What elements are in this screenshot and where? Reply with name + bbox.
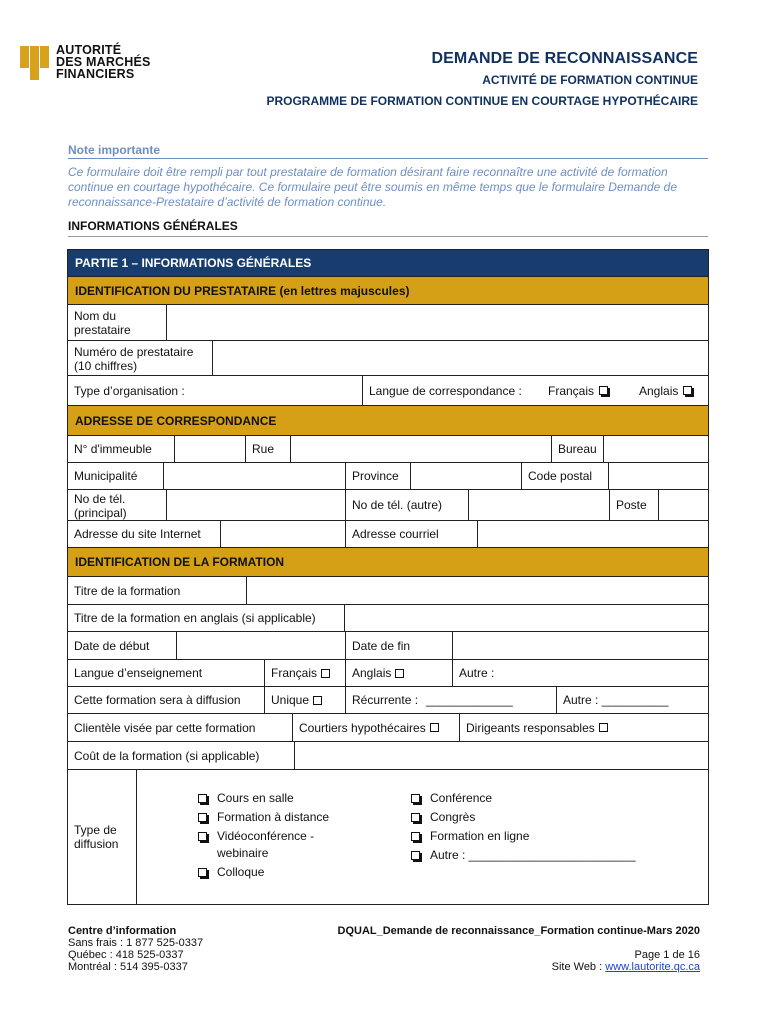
postal-code-label: Code postal — [528, 469, 593, 483]
footer-quebec: Québec : 418 525-0337 — [68, 949, 184, 961]
note-text: Ce formulaire doit être rempli par tout prestataire de formation désirant faire reconnaître une activité de formation continue en courtage hypothécaire. Ce formulaire peut être soumis en même temps que le formulaire Demande de reconnaissance-Prestataire d’activité de formation continue. — [68, 165, 677, 209]
frequency-other-option[interactable]: Autre : __________ — [563, 693, 669, 707]
checkbox-icon[interactable] — [198, 868, 207, 877]
teaching-french-option[interactable]: Français — [265, 660, 345, 686]
checkbox-icon[interactable] — [411, 813, 420, 822]
start-date-label: Date de début — [74, 638, 150, 653]
part1-header: PARTIE 1 – INFORMATIONS GÉNÉRALES — [67, 249, 709, 277]
cost-row — [67, 742, 709, 770]
logo-text: AUTORITÉ DES MARCHÉS FINANCIERS — [56, 43, 151, 81]
footer-page-number: Page 1 de 16 — [634, 949, 700, 961]
note-title: Note importante — [68, 143, 161, 157]
delivery-option-online[interactable]: Formation en ligne — [411, 826, 701, 845]
cost-field[interactable] — [295, 742, 708, 769]
delivery-option-distance[interactable]: Formation à distance — [198, 807, 368, 826]
frequency-unique-option[interactable]: Unique — [265, 687, 345, 713]
training-title-english-row — [67, 605, 709, 632]
checkbox-icon[interactable] — [313, 696, 322, 705]
footer-contact — [68, 925, 203, 973]
extension-field[interactable] — [659, 490, 708, 520]
city-label: Municipalité — [74, 469, 138, 483]
delivery-option-colloquium[interactable]: Colloque — [198, 862, 368, 881]
delivery-option-classroom[interactable]: Cours en salle — [198, 788, 368, 807]
form-subtitle: ACTIVITÉ DE FORMATION CONTINUE — [482, 73, 698, 87]
address-city-row — [67, 463, 709, 490]
training-title-label: Titre de la formation — [74, 583, 181, 598]
training-title-row — [67, 577, 709, 605]
footer-website: Site Web : www.lautorite.qc.ca — [551, 961, 700, 973]
checkbox-icon[interactable] — [683, 386, 692, 395]
delivery-option-webinar[interactable]: Vidéoconférence - webinaire — [198, 826, 368, 862]
note-divider — [68, 158, 708, 159]
suite-field[interactable] — [604, 436, 708, 462]
training-title-field[interactable] — [247, 577, 708, 604]
checkbox-icon[interactable] — [411, 851, 420, 860]
postal-code-field[interactable] — [609, 463, 708, 489]
web-email-row — [67, 521, 709, 548]
target-audience-row — [67, 714, 709, 742]
teaching-other-option[interactable]: Autre : — [459, 666, 495, 680]
delivery-type-row — [67, 770, 709, 905]
teaching-language-row — [67, 660, 709, 687]
provider-identification-header: IDENTIFICATION DU PRESTATAIRE (en lettres majuscules) — [67, 277, 709, 305]
delivery-option-other[interactable]: Autre : _________________________ — [411, 845, 701, 864]
phone-other-field[interactable] — [469, 490, 609, 520]
audience-brokers-option[interactable]: Courtiers hypothécaires — [293, 714, 459, 741]
form-title: DEMANDE DE RECONNAISSANCE — [431, 50, 698, 67]
phone-other-label: No de tél. (autre) — [352, 498, 443, 512]
delivery-frequency-label: Cette formation sera à diffusion — [74, 693, 241, 707]
suite-label: Bureau — [558, 442, 597, 456]
audience-managers-option[interactable]: Dirigeants responsables — [460, 714, 708, 741]
phone-row — [67, 490, 709, 521]
language-french-option[interactable]: Français — [542, 376, 632, 405]
phone-main-field[interactable] — [167, 490, 345, 520]
start-date-field[interactable] — [177, 632, 345, 659]
amf-logo — [20, 44, 151, 82]
checkbox-icon[interactable] — [411, 832, 420, 841]
checkbox-icon[interactable] — [321, 669, 330, 678]
program-title: PROGRAMME DE FORMATION CONTINUE EN COURTAGE HYPOTHÉCAIRE — [266, 94, 698, 108]
logo-mark-icon — [20, 44, 50, 82]
website-link[interactable]: www.lautorite.qc.ca — [605, 961, 700, 973]
province-field[interactable] — [411, 463, 521, 489]
website-label: Adresse du site Internet — [74, 527, 201, 541]
delivery-frequency-row — [67, 687, 709, 714]
extension-label: Poste — [616, 498, 647, 512]
org-type-row — [67, 376, 709, 406]
provider-name-row — [67, 305, 709, 341]
delivery-options-right — [411, 788, 701, 864]
delivery-type-label: Type de diffusion — [74, 823, 119, 851]
end-date-label: Date de fin — [352, 638, 411, 653]
address-header: ADRESSE DE CORRESPONDANCE — [67, 406, 709, 436]
org-type-label: Type d’organisation : — [74, 383, 185, 398]
teaching-english-option[interactable]: Anglais — [346, 660, 452, 686]
email-label: Adresse courriel — [352, 527, 439, 541]
footer-doc-id: DQUAL_Demande de reconnaissance_Formation continue-Mars 2020 — [337, 925, 700, 937]
form-table — [67, 249, 709, 905]
end-date-field[interactable] — [453, 632, 708, 659]
general-info-title: INFORMATIONS GÉNÉRALES — [68, 219, 238, 233]
training-title-english-label: Titre de la formation en anglais (si applicable) — [74, 611, 316, 625]
target-audience-label: Clientèle visée par cette formation — [74, 720, 256, 735]
phone-main-label: No de tél. (principal) — [74, 492, 127, 520]
checkbox-icon[interactable] — [599, 386, 608, 395]
provider-number-field[interactable] — [213, 341, 708, 375]
footer-montreal: Montréal : 514 395-0337 — [68, 961, 188, 973]
delivery-option-congress[interactable]: Congrès — [411, 807, 701, 826]
delivery-option-conference[interactable]: Conférence — [411, 788, 701, 807]
training-title-english-field[interactable] — [345, 605, 708, 631]
language-english-option[interactable]: Anglais — [633, 376, 709, 405]
correspondence-language-label: Langue de correspondance : — [369, 383, 522, 398]
frequency-recurring-option[interactable]: Récurrente : _____________ — [352, 693, 513, 707]
street-field[interactable] — [291, 436, 551, 462]
footer-doc-info — [338, 925, 701, 973]
building-number-field[interactable] — [175, 436, 245, 462]
provider-name-label: Nom du prestataire — [74, 309, 131, 337]
website-field[interactable] — [221, 521, 345, 547]
general-info-divider — [68, 236, 708, 237]
checkbox-icon[interactable] — [430, 723, 439, 732]
street-label: Rue — [252, 442, 275, 456]
checkbox-icon[interactable] — [599, 723, 608, 732]
teaching-language-label: Langue d’enseignement — [74, 666, 203, 680]
delivery-options-left — [198, 788, 368, 881]
checkbox-icon[interactable] — [411, 794, 420, 803]
checkbox-icon[interactable] — [395, 669, 404, 678]
checkbox-icon[interactable] — [198, 794, 207, 803]
checkbox-icon[interactable] — [198, 832, 207, 841]
provider-number-row — [67, 341, 709, 376]
footer-centre-title: Centre d’information — [68, 925, 177, 937]
provider-name-field[interactable] — [167, 305, 708, 340]
province-label: Province — [352, 469, 399, 483]
dates-row — [67, 632, 709, 660]
footer-toll-free: Sans frais : 1 877 525-0337 — [68, 937, 204, 949]
provider-number-label: Numéro de prestataire (10 chiffres) — [74, 345, 194, 373]
email-field[interactable] — [478, 521, 708, 547]
city-field[interactable] — [164, 463, 344, 489]
address-street-row — [67, 436, 709, 463]
cost-label: Coût de la formation (si applicable) — [74, 748, 260, 763]
training-identification-header: IDENTIFICATION DE LA FORMATION — [67, 548, 709, 577]
building-number-label: N° d'immeuble — [74, 442, 152, 456]
checkbox-icon[interactable] — [198, 813, 207, 822]
